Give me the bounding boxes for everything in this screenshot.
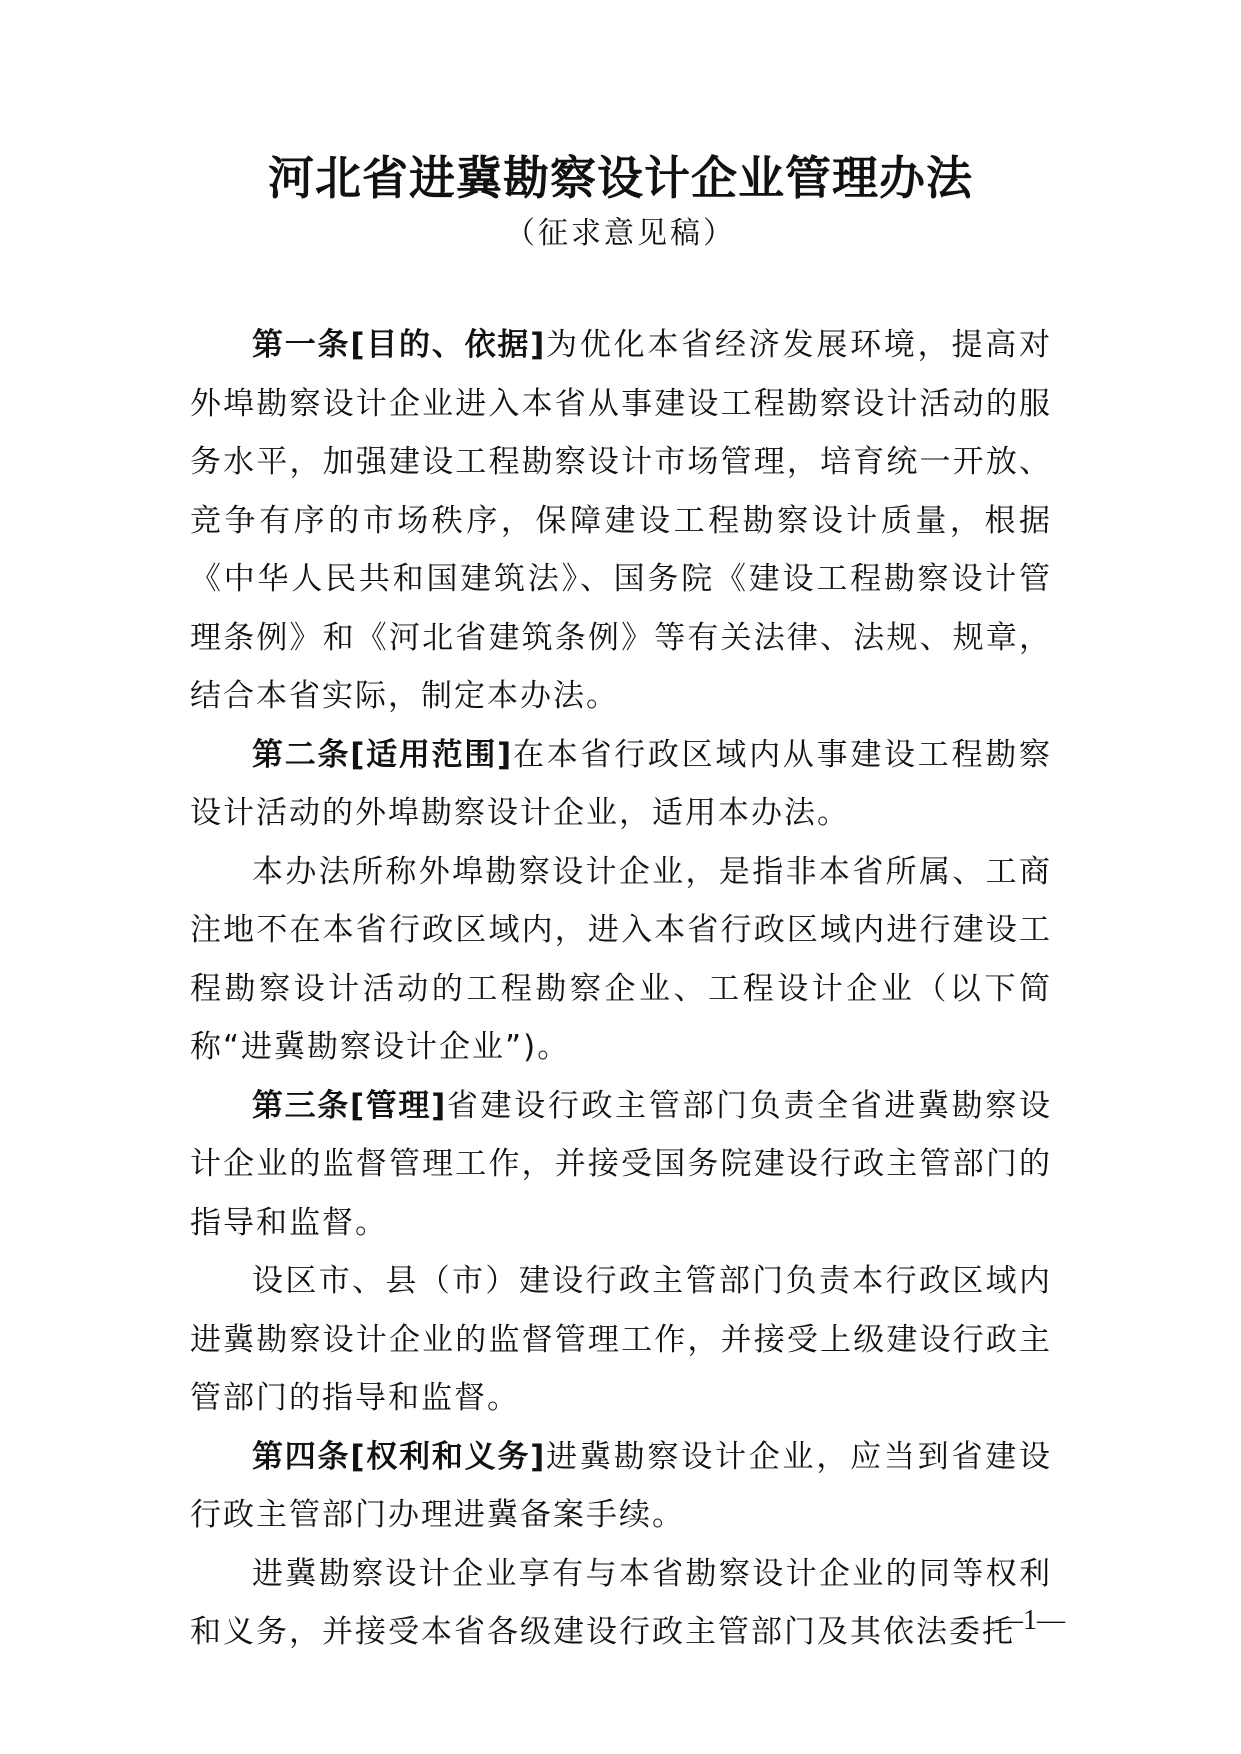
paragraph-article-4 <box>190 1428 1052 1545</box>
article-1-text: 为优化本省经济发展环境，提高对外埠勘察设计企业进入本省从事建设工程勘察设计活动的服务水平，加强建设工程勘察设计市场管理，培育统一开放、竞争有序的市场秩序，保障建设工程勘察设计质量，根据《中华人民共和国建筑法》、国务院《建设工程勘察设计管理条例》和《河北省建筑条例》等有关法律、法规、规章，结合本省实际，制定本办法。 <box>190 327 1053 714</box>
document-title: 河北省进冀勘察设计企业管理办法 <box>268 151 973 205</box>
article-3-local-text: 设区市、县（市）建设行政主管部门负责本行政区域内进冀勘察设计企业的监督管理工作，并接受上级建设行政主管部门的指导和监督。 <box>190 1263 1052 1416</box>
page-number: —1— <box>995 1605 1065 1636</box>
article-2-definition-text: 本办法所称外埠勘察设计企业，是指非本省所属、工商注地不在本省行政区域内，进入本省行政区域内进行建设工程勘察设计活动的工程勘察企业、工程设计企业（以下简称“进冀勘察设计企业”)。 <box>190 853 1052 1065</box>
paragraph-article-4-rights <box>190 1545 1052 1662</box>
article-3-text: 省建设行政主管部门负责全省进冀勘察设计企业的监督管理工作，并接受国务院建设行政主管部门的指导和监督。 <box>190 1087 1052 1241</box>
paragraph-article-3-local <box>190 1252 1052 1428</box>
paragraph-article-2-definition <box>190 843 1052 1077</box>
article-2-text: 在本省行政区域内从事建设工程勘察设计活动的外埠勘察设计企业，适用本办法。 <box>190 736 1053 831</box>
paragraph-article-3 <box>190 1077 1052 1253</box>
paragraph-article-2 <box>190 726 1052 843</box>
article-4-rights-text: 进冀勘察设计企业享有与本省勘察设计企业的同等权利和义务，并接受本省各级建设行政主管部门及其依法委托 <box>190 1555 1052 1650</box>
document-body <box>190 316 1052 1662</box>
article-2-heading: 第二条[适用范围] <box>252 736 513 773</box>
article-4-heading: 第四条[权利和义务] <box>252 1438 546 1475</box>
article-4-text: 进冀勘察设计企业，应当到省建设行政主管部门办理进冀备案手续。 <box>190 1438 1053 1533</box>
paragraph-article-1 <box>190 316 1052 726</box>
document-subtitle: （征求意见稿） <box>505 216 736 251</box>
article-1-heading: 第一条[目的、依据] <box>252 327 546 363</box>
article-3-heading: 第三条[管理] <box>252 1087 447 1124</box>
